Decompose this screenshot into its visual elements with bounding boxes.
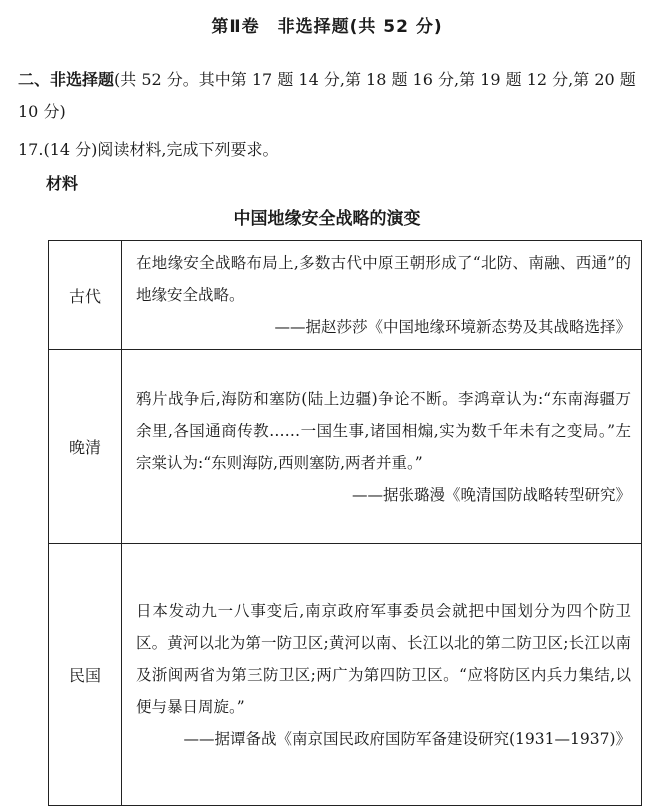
source-citation: ——据谭备战《南京国民政府国防军备建设研究(1931—1937)》: [183, 729, 631, 748]
table-row-ancient: [49, 241, 642, 350]
section-intro-text: (共 52 分。其中第 17 题 14 分,第 18 题 16 分,第 19 题 12 分,第 20 题 10 分): [18, 70, 636, 121]
table-title: 中国地缘安全战略的演变: [233, 209, 421, 229]
question-17: 17.(14 分)阅读材料,完成下列要求。: [18, 140, 279, 159]
source-citation: ——据赵莎莎《中国地缘环境新态势及其战略选择》: [274, 318, 631, 336]
era-cell: 晚清: [49, 350, 122, 544]
table-row-republic: [49, 544, 642, 806]
section-title: 第Ⅱ卷 非选择题(共 52 分): [211, 17, 443, 37]
content-text: 鸦片战争后,海防和塞防(陆上边疆)争论不断。李鸿章认为:“东南海疆万余里,各国通商传教……一国生事,诸国相煽,实为数千年未有之变局。”左宗棠认为:“东则海防,西则塞防,两者并重。”: [136, 389, 631, 472]
table-row-late-qing: [49, 350, 642, 544]
era-cell: 民国: [49, 544, 122, 806]
content-cell: [122, 350, 642, 544]
content-text: 日本发动九一八事变后,南京政府军事委员会就把中国划分为四个防卫区。黄河以北为第一防卫区;黄河以南、长江以北的第二防卫区;长江以南及浙闽两省为第三防卫区;两广为第四防卫区。“应将防区内兵力集结,以便与暴日周旋。”: [136, 601, 631, 716]
source-citation: ——据张璐漫《晚清国防战略转型研究》: [351, 485, 631, 504]
material-label: 材料: [46, 174, 79, 193]
content-cell: [122, 241, 642, 350]
material-table: [48, 240, 642, 806]
content-cell: [122, 544, 642, 806]
section-intro: [18, 64, 644, 128]
section-intro-lead: 二、非选择题: [18, 70, 115, 89]
era-cell: 古代: [49, 241, 122, 350]
content-text: 在地缘安全战略布局上,多数古代中原王朝形成了“北防、南融、西通”的地缘安全战略。: [136, 254, 631, 304]
